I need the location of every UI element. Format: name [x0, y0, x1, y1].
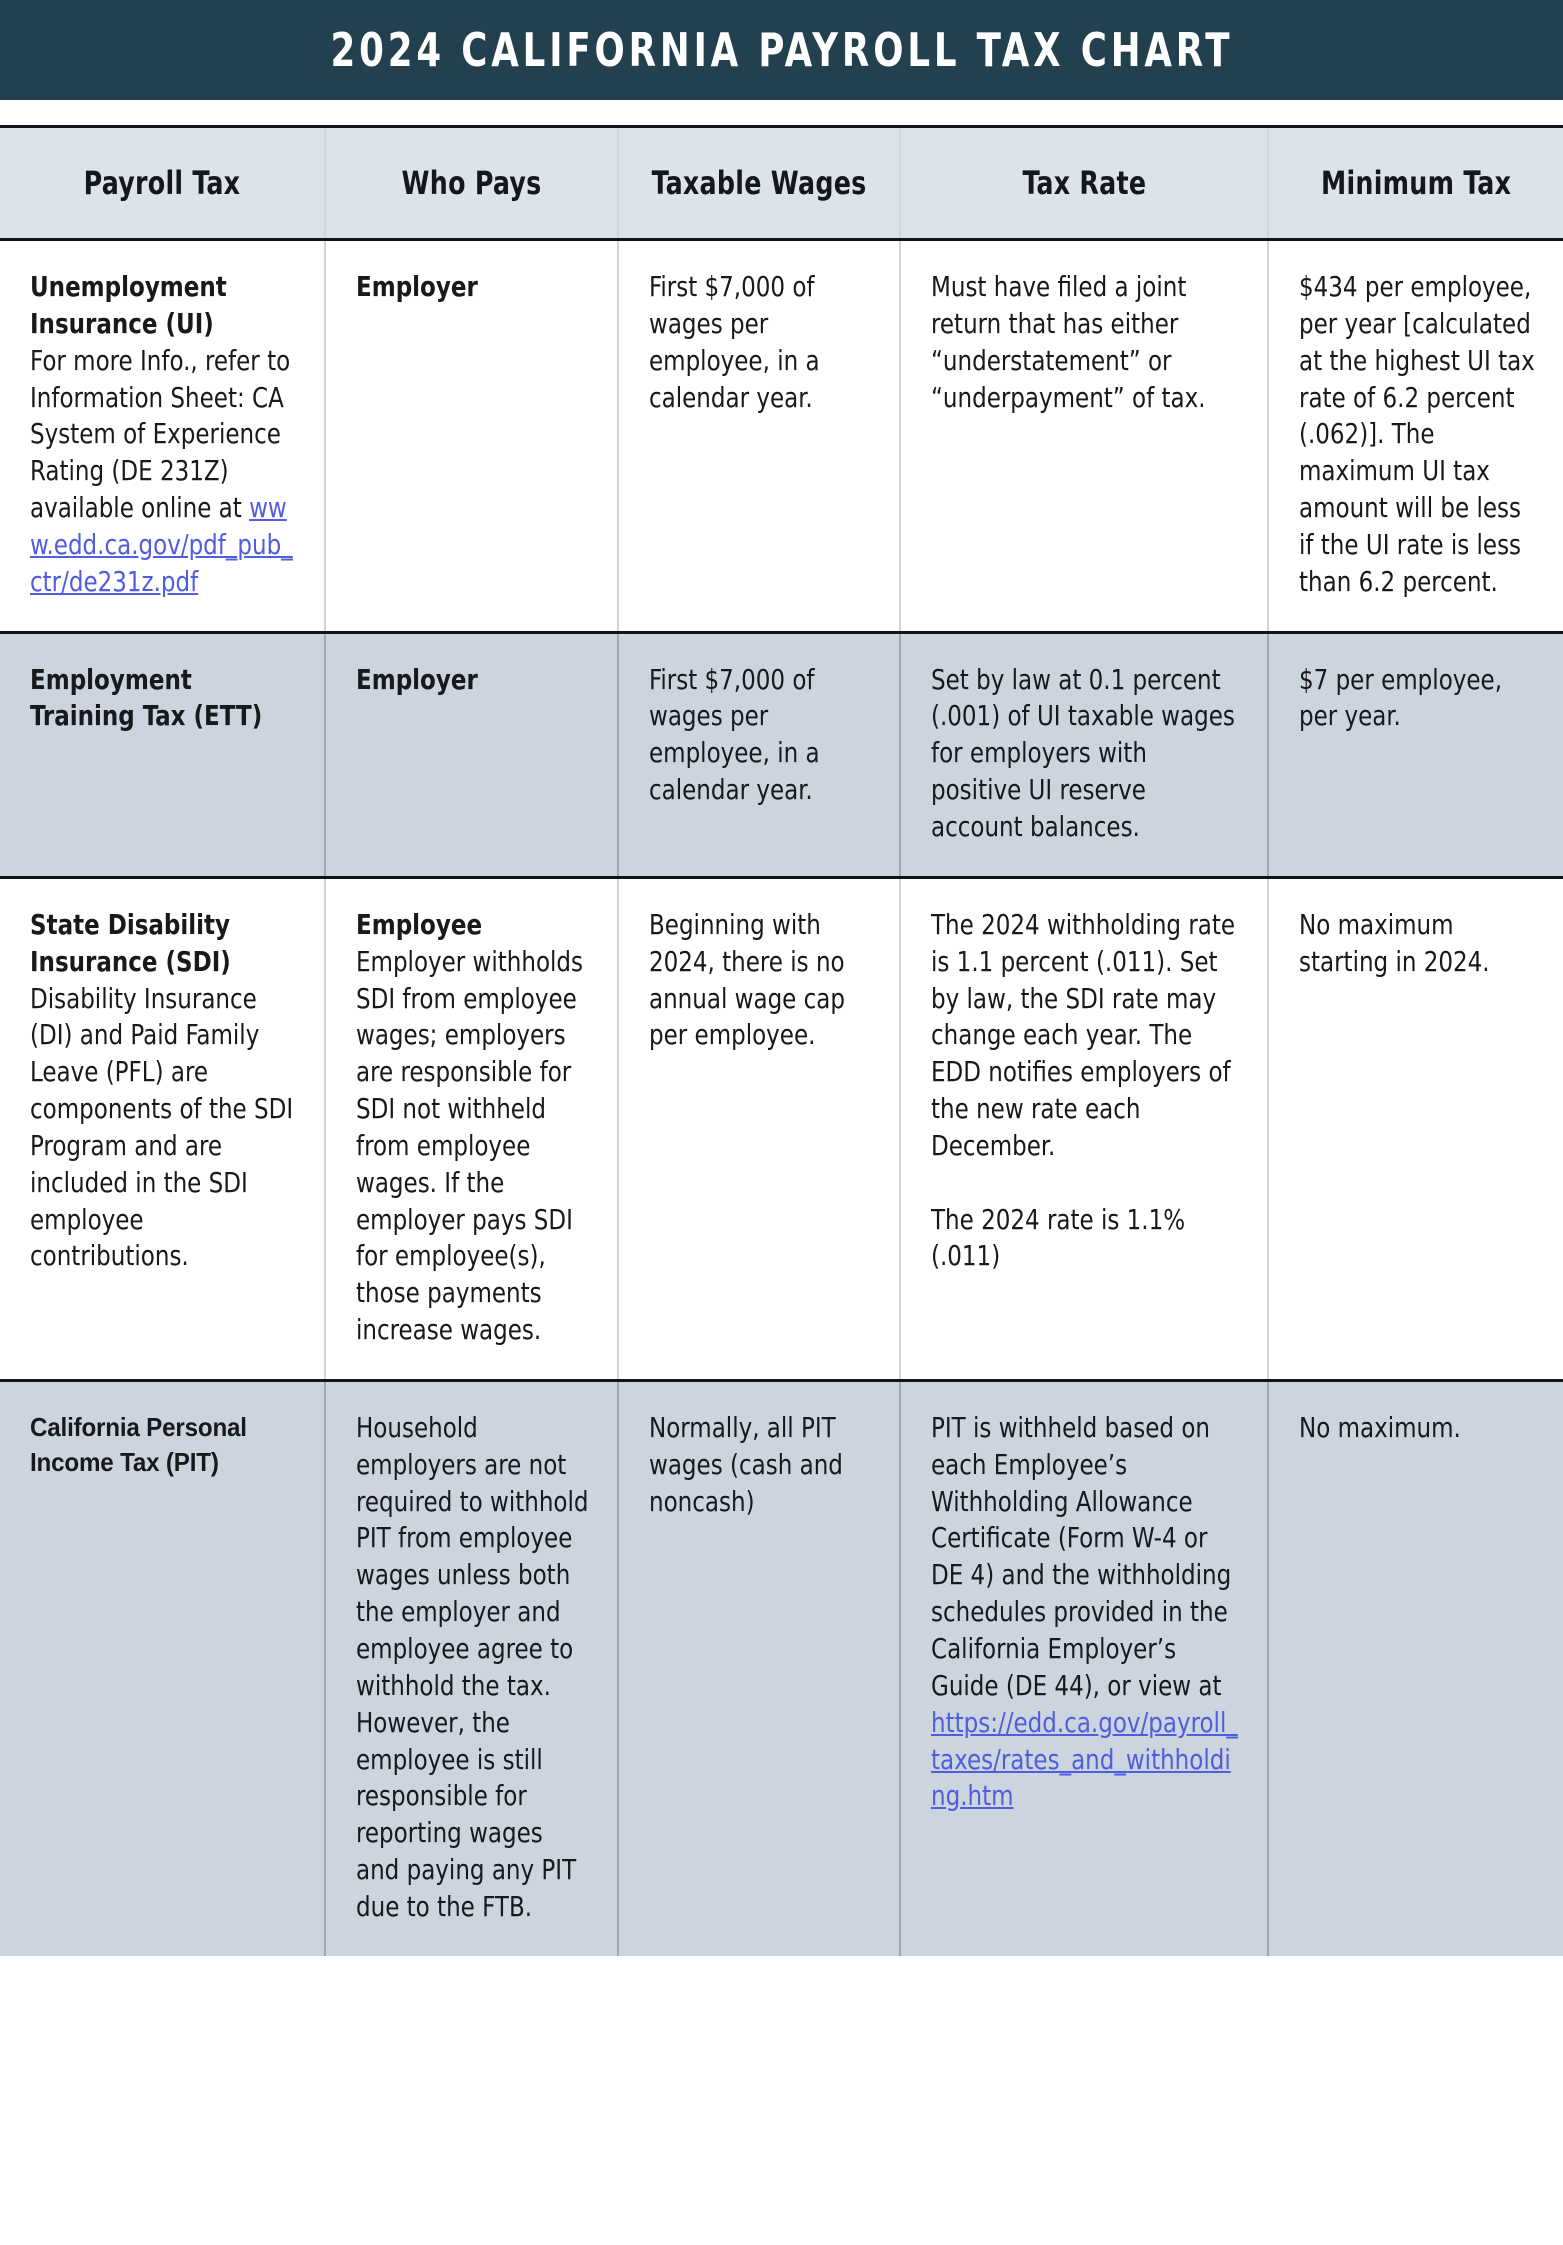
column-header-label: Tax Rate — [1022, 164, 1146, 202]
taxable-wages-value: Beginning with 2024, there is no annual wage cap per employee. — [649, 908, 846, 1052]
cell-payroll-tax — [0, 1380, 325, 1955]
minimum-tax-value: No maximum starting in 2024. — [1299, 908, 1490, 978]
cell-taxable-wages — [618, 240, 900, 633]
cell-tax-rate — [900, 240, 1268, 633]
tax-description: Disability Insurance (DI) and Paid Family Leave (PFL) are components of the SDI Program and are included in the SDI employee contributions. — [30, 982, 294, 1273]
column-header-minimum-tax — [1268, 127, 1563, 240]
cell-payroll-tax — [0, 240, 325, 633]
table-row — [0, 240, 1563, 633]
table-row — [0, 877, 1563, 1380]
column-header-label: Minimum Tax — [1320, 164, 1512, 202]
column-header-tax-rate — [900, 127, 1268, 240]
column-header-payroll-tax — [0, 127, 325, 240]
page-title: 2024 CALIFORNIA PAYROLL TAX CHART — [330, 23, 1233, 77]
tax-rate-value: The 2024 withholding rate is 1.1 percent (.011). Set by law, the SDI rate may change each year. The EDD notifies employers of the new rate each December. — [931, 908, 1236, 1162]
who-pays-description: Household employers are not required to withhold PIT from employee wages unless both the employer and employee agree to withhold the tax. However, the employee is still responsible for reporting wages and paying any PIT due to the FTB. — [356, 1411, 589, 1923]
column-header-taxable-wages — [618, 127, 900, 240]
column-header-label: Taxable Wages — [651, 164, 867, 202]
cell-who-pays — [325, 240, 618, 633]
cell-who-pays — [325, 1380, 618, 1955]
column-header-who-pays — [325, 127, 618, 240]
table-body — [0, 240, 1563, 1956]
payroll-tax-table — [0, 125, 1563, 1956]
tax-name: Unemployment Insurance (UI) — [30, 271, 227, 340]
cell-tax-rate — [900, 632, 1268, 877]
tax-description: For more Info., refer to Information Sheet: CA System of Experience Rating (DE 231Z) available online at — [30, 344, 291, 525]
tax-rate-value: PIT is withheld based on each Employee’s Withholding Allowance Certificate (Form W-4 or DE 4) and the withholding schedules provided in the California Employer’s Guide (DE 44), or view at — [931, 1411, 1232, 1702]
cell-who-pays — [325, 877, 618, 1380]
minimum-tax-value: $434 per employee, per year [calculated at the highest UI tax rate of 6.2 percent (.062)]. The maximum UI tax amount will be less if the UI rate is less than 6.2 percent. — [1299, 271, 1535, 598]
cell-minimum-tax — [1268, 1380, 1563, 1955]
column-header-label: Who Pays — [401, 164, 542, 202]
table-row — [0, 1380, 1563, 1955]
taxable-wages-value: First $7,000 of wages per employee, in a calendar year. — [649, 271, 820, 414]
table-header — [0, 127, 1563, 240]
taxable-wages-value: Normally, all PIT wages (cash and noncash) — [649, 1411, 843, 1518]
cell-payroll-tax — [0, 877, 325, 1380]
paragraph-spacer — [931, 1165, 1242, 1202]
cell-taxable-wages — [618, 877, 900, 1380]
edd-rates-link[interactable]: https://edd.ca.gov/payroll_taxes/rates_and_withholding.htm — [931, 1706, 1238, 1813]
who-pays-value: Employee — [356, 908, 483, 941]
table-row — [0, 632, 1563, 877]
cell-tax-rate — [900, 1380, 1268, 1955]
minimum-tax-value: No maximum. — [1299, 1411, 1461, 1444]
who-pays-value: Employer — [356, 271, 478, 303]
cell-minimum-tax — [1268, 632, 1563, 877]
de231z-link[interactable]: www.edd.ca.gov/pdf_pub_ctr/de231z.pdf — [30, 492, 293, 598]
cell-taxable-wages — [618, 632, 900, 877]
cell-who-pays — [325, 632, 618, 877]
who-pays-value: Employer — [356, 663, 478, 696]
who-pays-description: Employer withholds SDI from employee wages; employers are responsible for SDI not withheld from employee wages. If the employer pays SDI for employee(s), those payments increase wages. — [356, 945, 584, 1347]
banner-spacer — [0, 100, 1563, 125]
cell-minimum-tax — [1268, 240, 1563, 633]
cell-taxable-wages — [618, 1380, 900, 1955]
cell-payroll-tax — [0, 632, 325, 877]
minimum-tax-value: $7 per employee, per year. — [1299, 663, 1503, 733]
page-banner — [0, 0, 1563, 100]
cell-minimum-tax — [1268, 877, 1563, 1380]
cell-tax-rate — [900, 877, 1268, 1380]
tax-rate-value: Set by law at 0.1 percent (.001) of UI taxable wages for employers with positive UI reserve account balances. — [931, 663, 1235, 843]
tax-name: State Disability Insurance (SDI) — [30, 908, 231, 978]
tax-name: Employment Training Tax (ETT) — [30, 663, 263, 733]
tax-rate-extra: The 2024 rate is 1.1% (.011) — [931, 1203, 1186, 1273]
taxable-wages-value: First $7,000 of wages per employee, in a calendar year. — [649, 663, 820, 807]
table-header-row — [0, 127, 1563, 240]
column-header-label: Payroll Tax — [83, 164, 241, 202]
tax-rate-value: Must have filed a joint return that has either “understatement” or “underpayment” of tax. — [931, 271, 1206, 414]
tax-name: California Personal Income Tax (PIT) — [30, 1411, 247, 1477]
